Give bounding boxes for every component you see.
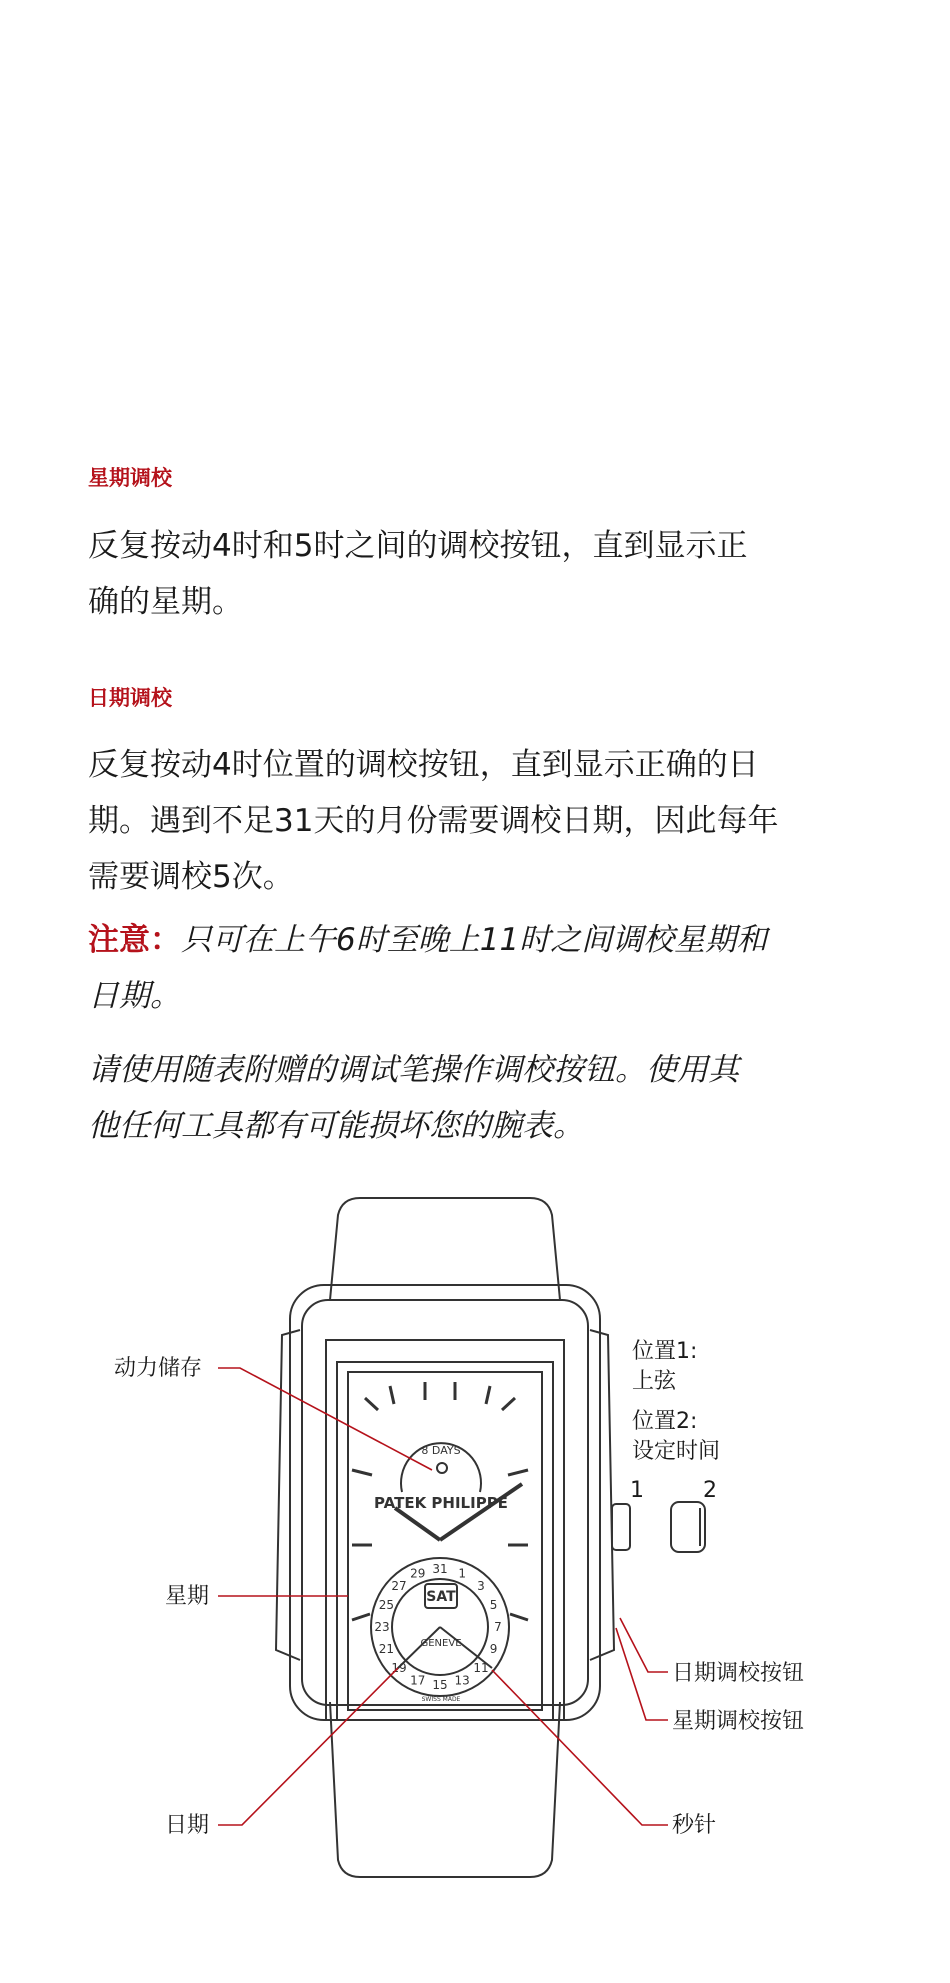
paragraph-line: 他任何工具都有可能损坏您的腕表。 bbox=[88, 1108, 584, 1144]
hour-index bbox=[502, 1398, 515, 1410]
date-number: 9 bbox=[489, 1642, 498, 1657]
power-reserve-text: 8 DAYS bbox=[421, 1444, 461, 1457]
label-position2-desc: 设定时间 bbox=[632, 1439, 721, 1464]
label-position2-title: 位置2: bbox=[632, 1409, 698, 1434]
label-date-button: 日期调校按钮 bbox=[672, 1661, 805, 1686]
date-number: 3 bbox=[477, 1579, 485, 1593]
hour-index bbox=[508, 1470, 528, 1475]
hour-index bbox=[352, 1470, 372, 1475]
hour-index bbox=[510, 1614, 528, 1620]
note-label: 注意： bbox=[88, 922, 181, 958]
date-number: 11 bbox=[473, 1661, 489, 1675]
paragraph-line: 需要调校5次。 bbox=[88, 859, 294, 895]
label-seconds-hand: 秒针 bbox=[672, 1813, 717, 1838]
crown-position-1 bbox=[612, 1504, 630, 1550]
date-number: 29 bbox=[410, 1566, 426, 1581]
section-heading-day-setting: 星期调校 bbox=[88, 466, 172, 490]
label-day-button: 星期调校按钮 bbox=[672, 1709, 805, 1734]
label-day: 星期 bbox=[165, 1584, 210, 1609]
leader-date bbox=[218, 1668, 398, 1825]
date-number: 1 bbox=[458, 1566, 467, 1581]
date-number: 21 bbox=[378, 1642, 395, 1657]
label-position1-desc: 上弦 bbox=[632, 1369, 677, 1394]
leader-day-button bbox=[616, 1628, 668, 1720]
label-position1-title: 位置1: bbox=[632, 1339, 698, 1364]
paragraph-line: 日期。 bbox=[88, 978, 181, 1014]
hour-index bbox=[486, 1386, 490, 1404]
label-crown-1: 1 bbox=[630, 1478, 644, 1503]
date-number: 23 bbox=[374, 1620, 390, 1634]
case-flank-right bbox=[590, 1330, 614, 1660]
brand-text: PATEK PHILIPPE bbox=[374, 1494, 508, 1512]
date-number: 25 bbox=[378, 1597, 395, 1612]
paragraph-line: 请使用随表附赠的调试笔操作调校按钮。使用其 bbox=[88, 1052, 739, 1088]
city-text: GENEVE bbox=[420, 1638, 462, 1649]
watch-bezel bbox=[326, 1340, 564, 1720]
minute-hand bbox=[440, 1484, 522, 1540]
date-number: 17 bbox=[410, 1673, 426, 1688]
case-flank-left bbox=[276, 1330, 300, 1660]
watch-strap-bottom bbox=[330, 1702, 560, 1877]
date-number: 7 bbox=[494, 1620, 502, 1634]
paragraph-line: 期。遇到不足31天的月份需要调校日期，因此每年 bbox=[88, 803, 779, 839]
paragraph-line: 反复按动4时和5时之间的调校按钮，直到显示正 bbox=[88, 528, 748, 564]
hour-hand bbox=[395, 1508, 440, 1540]
label-crown-2: 2 bbox=[703, 1478, 717, 1503]
date-number: 15 bbox=[432, 1678, 448, 1692]
label-power-reserve: 动力储存 bbox=[114, 1356, 203, 1381]
leader-seconds bbox=[492, 1670, 668, 1825]
date-number: 13 bbox=[454, 1673, 470, 1688]
paragraph-line: 确的星期。 bbox=[88, 584, 243, 620]
hour-index bbox=[365, 1398, 378, 1410]
label-date: 日期 bbox=[165, 1813, 210, 1838]
date-number: 5 bbox=[489, 1597, 498, 1612]
hour-index bbox=[352, 1614, 370, 1620]
date-number: 19 bbox=[391, 1661, 407, 1675]
hour-index bbox=[390, 1386, 394, 1404]
section-heading-date-setting: 日期调校 bbox=[88, 686, 172, 710]
day-window-text: SAT bbox=[426, 1589, 456, 1605]
small-text: SWISS MADE bbox=[421, 1696, 461, 1703]
note-text: 只可在上午6时至晚上11时之间调校星期和 bbox=[181, 922, 768, 958]
date-number: 31 bbox=[432, 1562, 448, 1576]
dial-inner-track bbox=[348, 1372, 542, 1710]
watch-dial bbox=[337, 1362, 553, 1720]
date-number: 27 bbox=[391, 1579, 407, 1593]
paragraph-line: 反复按动4时位置的调校按钮，直到显示正确的日 bbox=[88, 747, 759, 783]
